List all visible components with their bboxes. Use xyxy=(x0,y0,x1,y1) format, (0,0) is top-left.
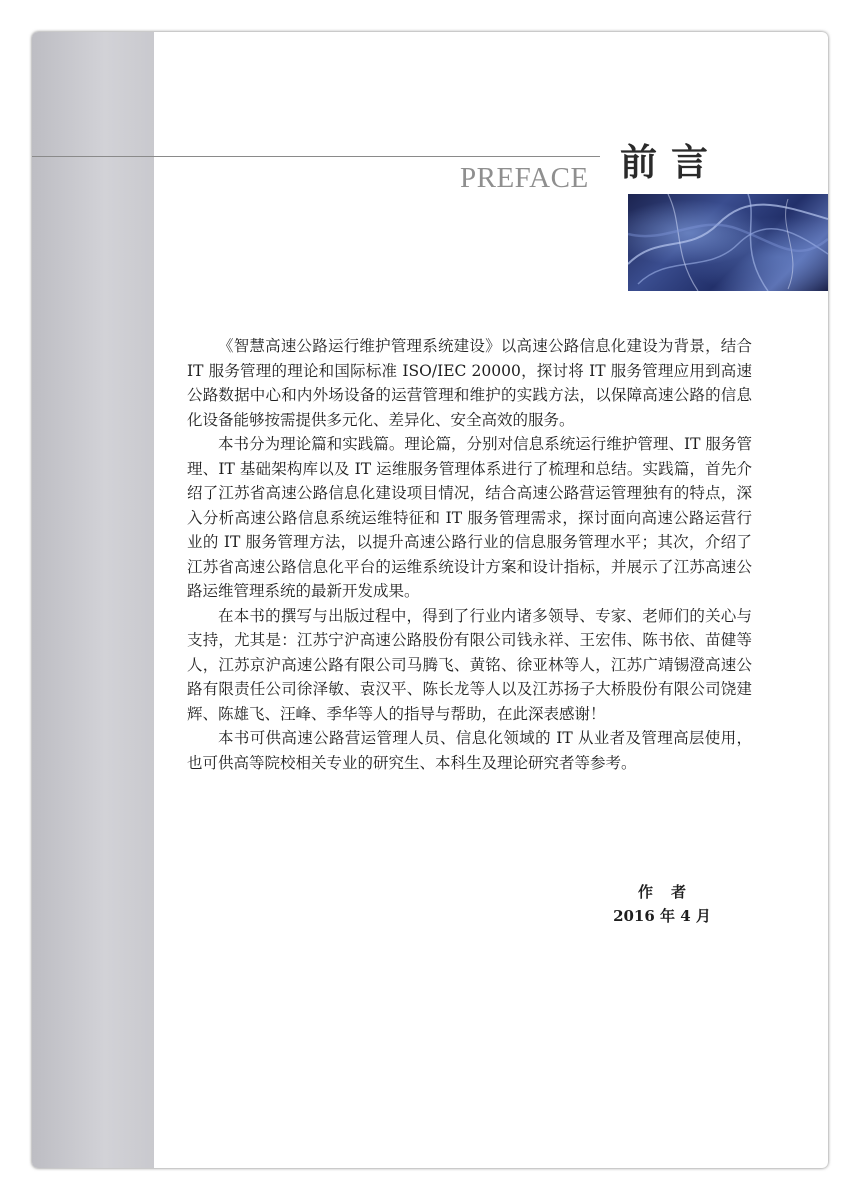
page-sidebar-band xyxy=(32,32,154,1168)
signature-date: 2016 年 4 月 xyxy=(613,907,711,925)
preface-body xyxy=(187,334,752,775)
book-page xyxy=(32,32,828,1168)
preface-title-cn: 前言 xyxy=(620,141,722,184)
abstract-blue-photo-icon xyxy=(628,194,828,291)
signature-author: 作者 xyxy=(637,883,704,901)
header-rule xyxy=(32,156,600,157)
preface-title-en: PREFACE xyxy=(460,162,589,194)
paragraph: 本书分为理论篇和实践篇。理论篇，分别对信息系统运行维护管理、IT 服务管理、IT 基础架构库以及 IT 运维服务管理体系进行了梳理和总结。实践篇，首先介绍了江苏省高速公路信息化建设项目情况，结合高速公路营运管理独有的特点，深入分析高速公路信息系统运维特征和 IT 服务管理需求，探讨面向高速公路运营行业的 IT 服务管理方法，以提升高速公路行业的信息服务管理水平；其次，介绍了江苏省高速公路信息化平台的运维系统设计方案和设计指标，并展示了江苏高速公路运维管理系统的最新开发成果。 xyxy=(187,435,752,600)
signature-block xyxy=(592,880,732,928)
paragraph: 《智慧高速公路运行维护管理系统建设》以高速公路信息化建设为背景，结合 IT 服务管理的理论和国际标准 ISO/IEC 20000，探讨将 IT 服务管理应用到高速公路数据中心和内外场设备的运营管理和维护的实践方法，以保障高速公路的信息化设备能够按需提供多元化、差异化、安全高效的服务。 xyxy=(187,337,752,429)
paragraph: 本书可供高速公路营运管理人员、信息化领域的 IT 从业者及管理高层使用，也可供高等院校相关专业的研究生、本科生及理论研究者等参考。 xyxy=(187,729,752,772)
paragraph: 在本书的撰写与出版过程中，得到了行业内诸多领导、专家、老师们的关心与支持，尤其是：江苏宁沪高速公路股份有限公司钱永祥、王宏伟、陈书依、苗健等人，江苏京沪高速公路有限公司马腾飞、黄铭、徐亚林等人，江苏广靖锡澄高速公路有限责任公司徐泽敏、袁汉平、陈长龙等人以及江苏扬子大桥股份有限公司饶建辉、陈雄飞、汪峰、季华等人的指导与帮助，在此深表感谢！ xyxy=(187,606,752,723)
